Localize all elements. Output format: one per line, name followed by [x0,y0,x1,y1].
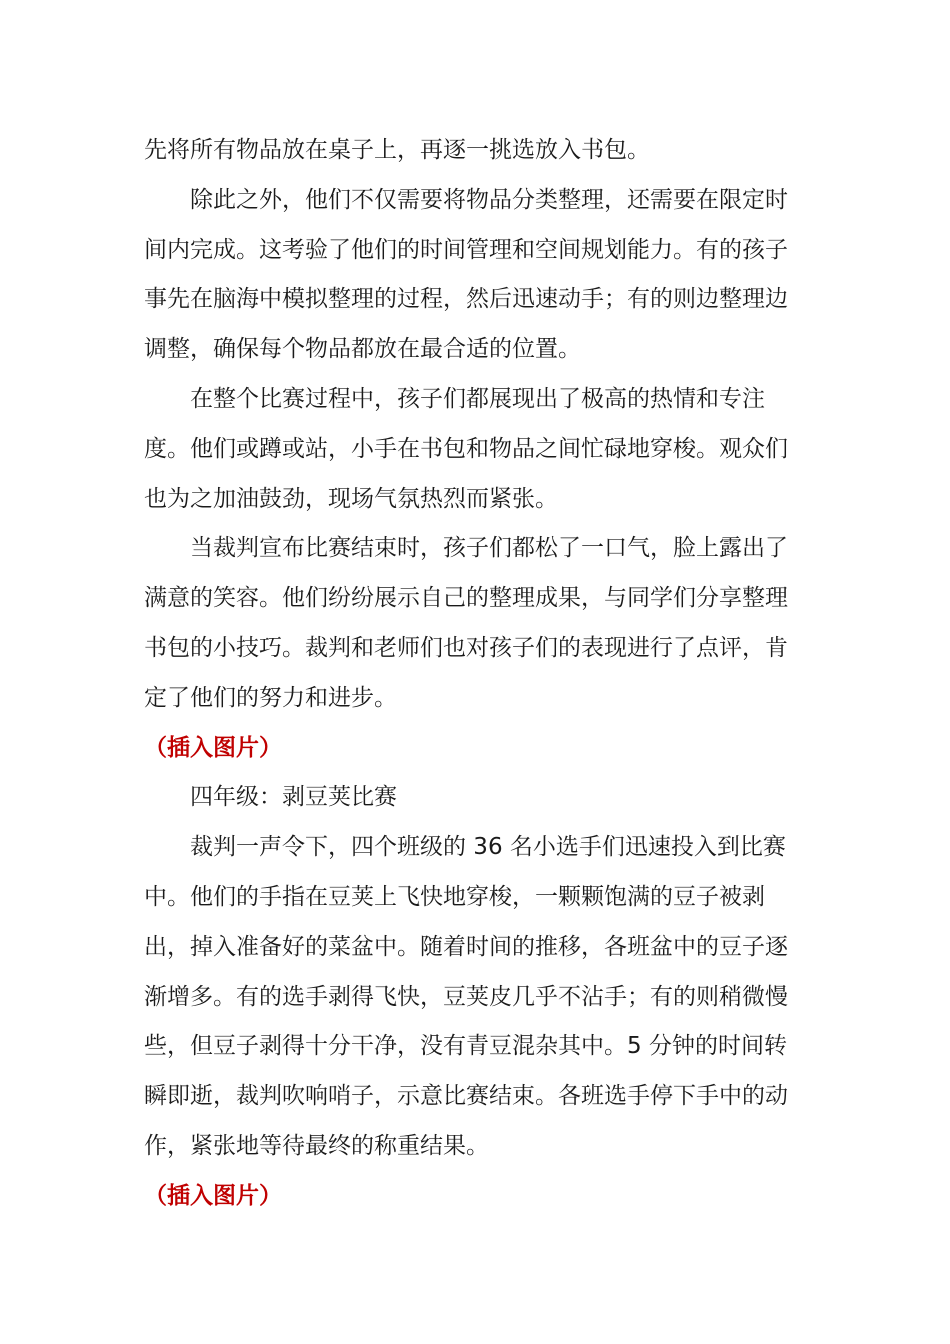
paragraph-competition-end: 当裁判宣布比赛结束时，孩子们都松了一口气，脸上露出了满意的笑容。他们纷纷展示自己的整理成果，与同学们分享整理书包的小技巧。裁判和老师们也对孩子们的表现进行了点评，肯定了他们的努力和进步。 [144,535,788,711]
paragraph-enthusiasm: 在整个比赛过程中，孩子们都展现出了极高的热情和专注度。他们或蹲或站，小手在书包和物品之间忙碌地穿梭。观众们也为之加油鼓劲，现场气氛热烈而紧张。 [144,385,788,512]
paragraph-pea-shelling: 裁判一声令下，四个班级的 36 名小选手们迅速投入到比赛中。他们的手指在豆荚上飞快地穿梭，一颗颗饱满的豆子被剥出，掉入准备好的菜盆中。随着时间的推移，各班盆中的豆子逐渐增多。有的选手剥得飞快，豆荚皮几乎不沾手；有的则稍微慢些，但豆子剥得十分干净，没有青豆混杂其中。5 分钟的时间转瞬即逝，裁判吹响哨子，示意比赛结束。各班选手停下手中的动作，紧张地等待最终的称重结果。 [144,834,788,1159]
image-placeholder: （插入图片） [144,1182,282,1209]
section-heading: 四年级：剥豆荚比赛 [190,784,397,811]
paragraph-time-management: 除此之外，他们不仅需要将物品分类整理，还需要在限定时间内完成。这考验了他们的时间管理和空间规划能力。有的孩子事先在脑海中模拟整理的过程，然后迅速动手；有的则边整理边调整，确保每个物品都放在最合适的位置。 [144,186,788,363]
image-placeholder: （插入图片） [144,734,282,761]
document-body [144,126,809,1222]
paragraph-continuation: 先将所有物品放在桌子上，再逐一挑选放入书包。 [144,137,650,163]
